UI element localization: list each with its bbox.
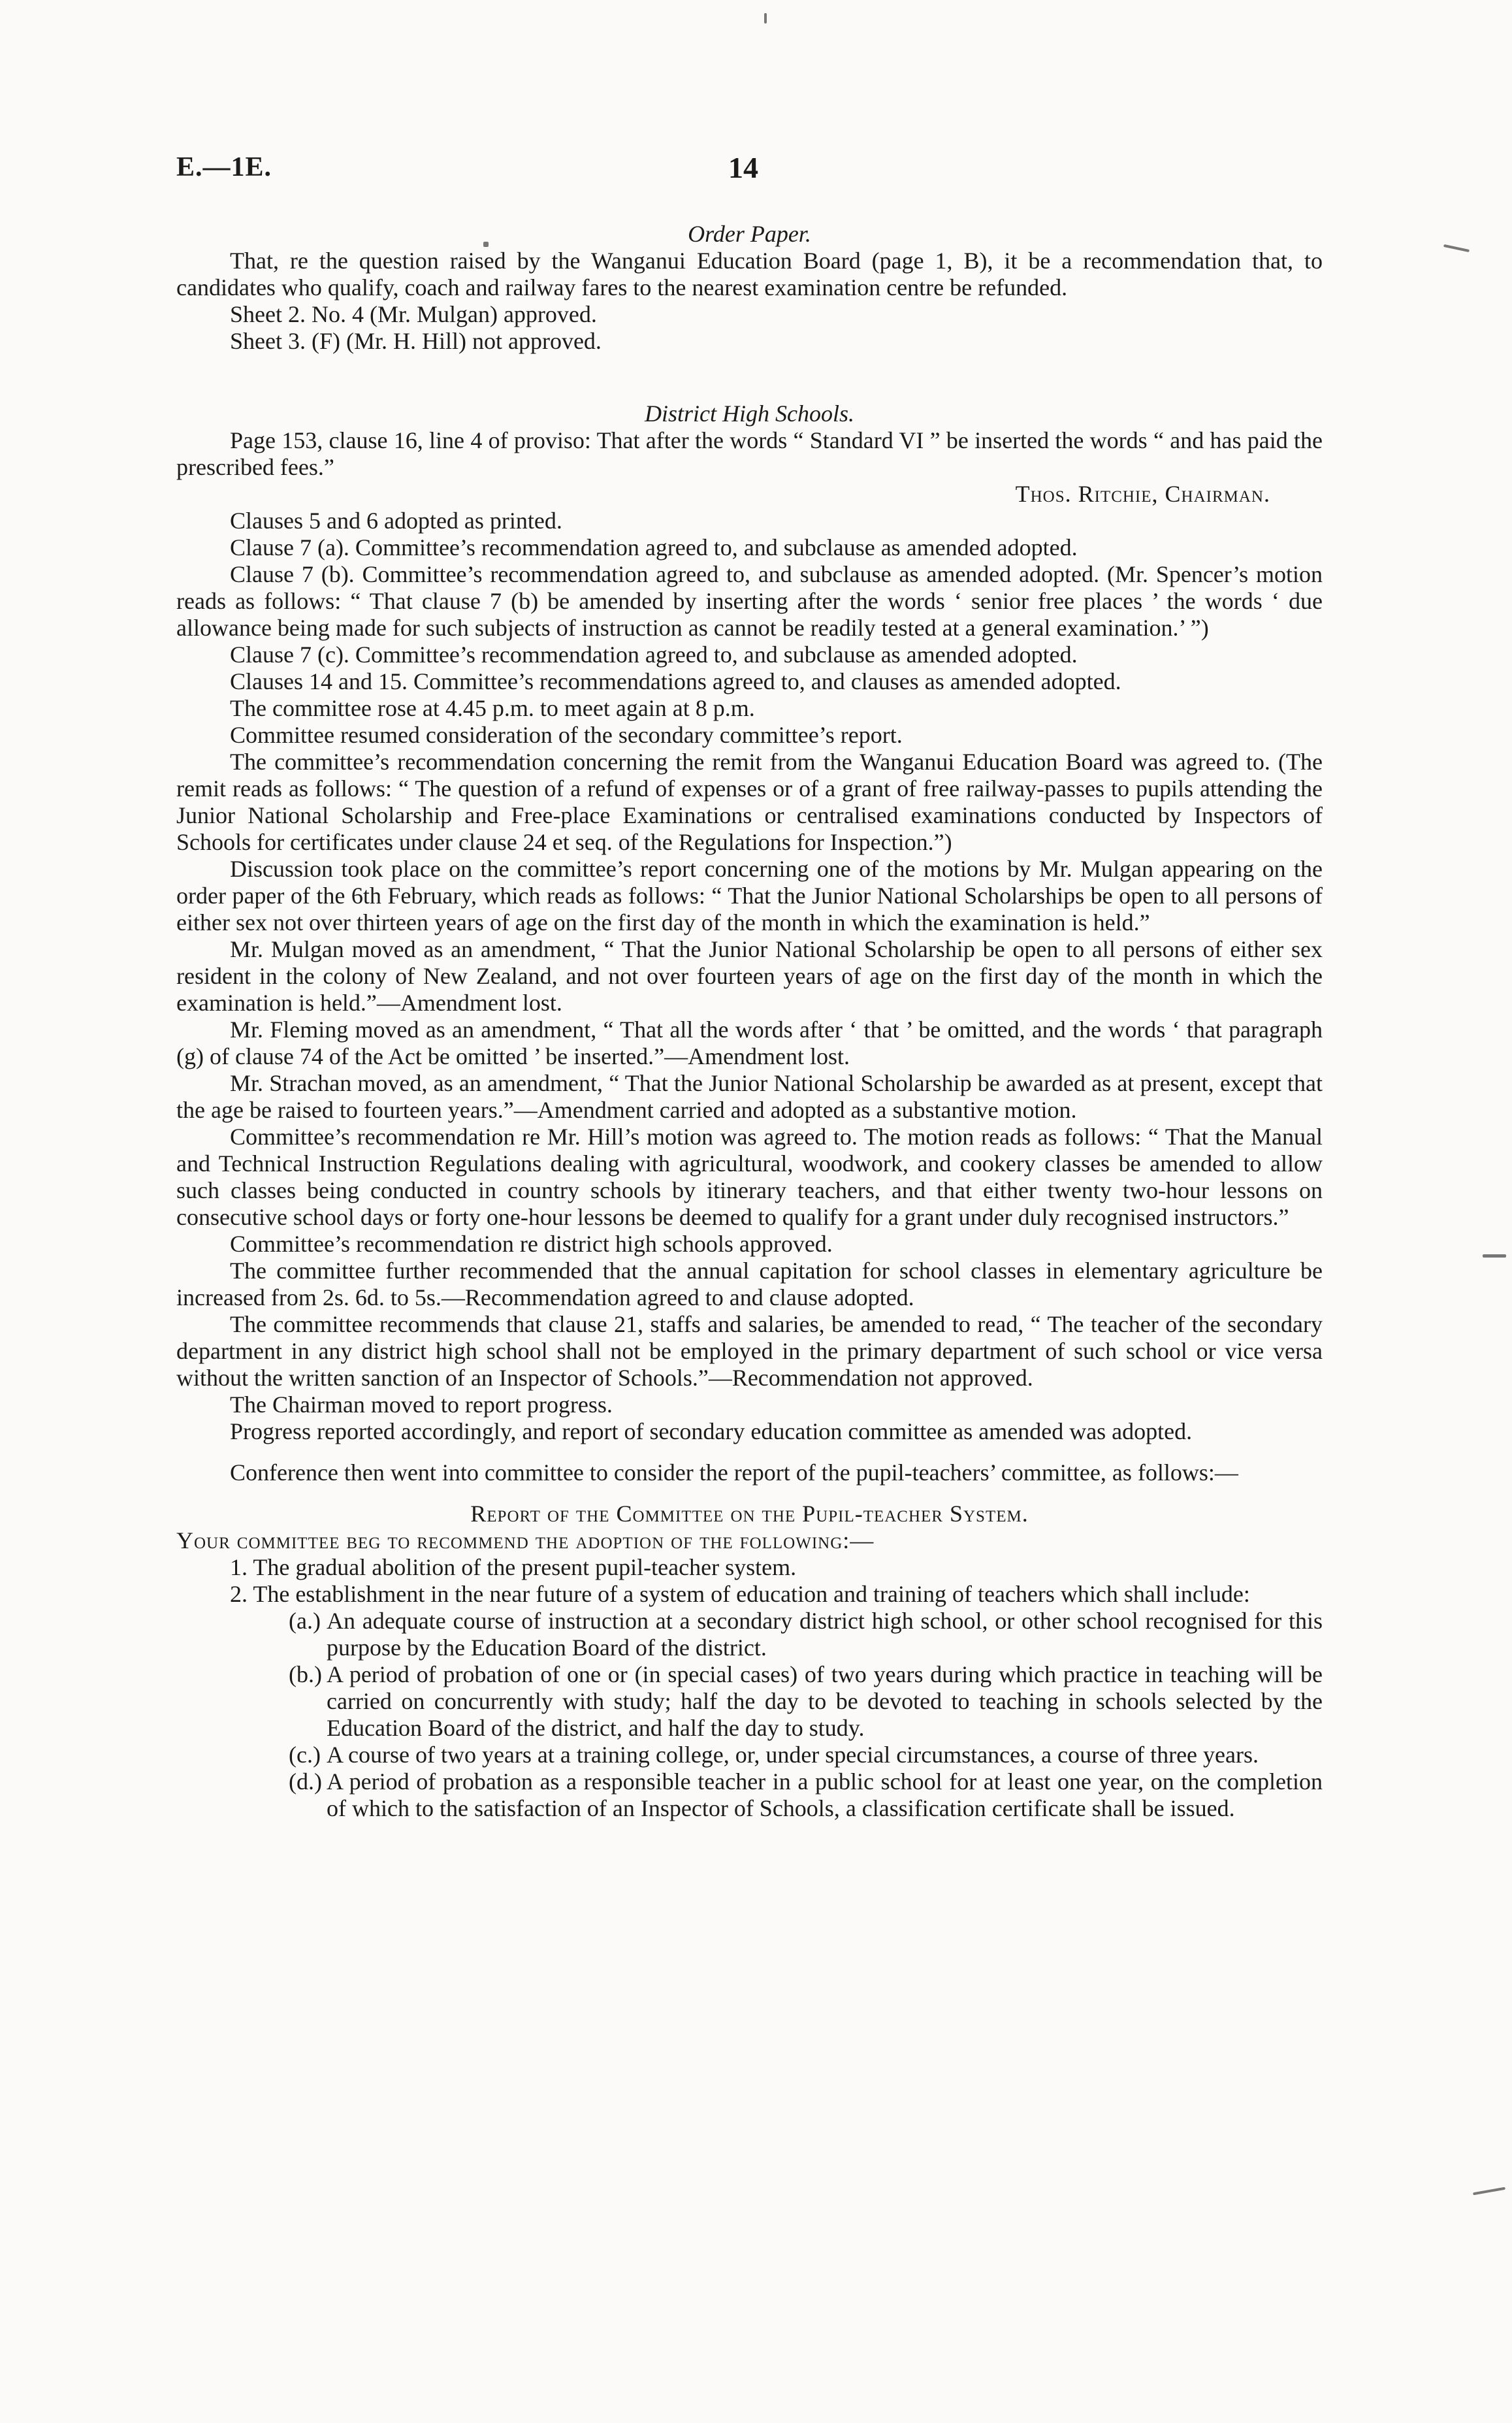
page-number: 14 (728, 151, 758, 184)
subitem-marker: (b.) (289, 1661, 322, 1687)
subitem-marker: (c.) (289, 1742, 321, 1768)
subitem-marker: (a.) (289, 1608, 321, 1634)
order-paper-paragraph: That, re the question raised by the Wanganui Education Board (page 1, B), it be a recommendation that, to candidates who qualify, coach and railway fares to the nearest examination centre be refunded. (176, 248, 1323, 301)
report-intro (176, 1527, 1323, 1554)
subitem-text: A period of probation as a responsible teacher in a public school for at least one year, on the completion of which to the satisfaction of an Inspector of Schools, a classification certificate shall be issued. (327, 1768, 1323, 1821)
sheet-2-line: Sheet 2. No. 4 (Mr. Mulgan) approved. (230, 301, 597, 327)
subitem-marker: (d.) (289, 1768, 322, 1795)
report-intro-text: Your committee beg to recommend the adoption of the following:— (176, 1527, 875, 1553)
conference-paragraph: Conference then went into committee to consider the report of the pupil-teachers’ committee, as follows:— (230, 1459, 1238, 1486)
minute-paragraph: Clause 7 (b). Committee’s recommendation agreed to, and subclause as amended adopted. (Mr. Spencer’s motion reads as follows: “ That clause 7 (b) be amended by inserting after the words ‘ senior free places ’ the words ‘ due allowance being made for such subjects of instruction as cannot be readily tested at a general examination.’ ”) (176, 561, 1323, 641)
district-high-schools-paragraph: Page 153, clause 16, line 4 of proviso: That after the words “ Standard VI ” be inserted the words “ and has paid the prescribed fees.” (176, 427, 1323, 480)
minute-paragraph: The committee rose at 4.45 p.m. to meet again at 8 p.m. (230, 695, 755, 721)
minute-paragraph: Clauses 14 and 15. Committee’s recommendations agreed to, and clauses as amended adopted. (230, 668, 1121, 694)
sheet-3-line: Sheet 3. (F) (Mr. H. Hill) not approved. (230, 328, 602, 354)
document-code: E.—1E. (176, 152, 272, 182)
minute-paragraph: Mr. Mulgan moved as an amendment, “ That the Junior National Scholarship be open to all persons of either sex resident in the colony of New Zealand, and not over fourteen years of age on the first day of the month in which the examination is held.”—Amendment lost. (176, 936, 1323, 1016)
report-subitem (176, 1768, 1323, 1822)
minute-paragraph: Mr. Strachan moved, as an amendment, “ That the Junior National Scholarship be awarded as at present, except that the age be raised to fourteen years.”—Amendment carried and adopted as a substantive motion. (176, 1070, 1323, 1123)
report-subitem (176, 1661, 1323, 1742)
scan-speck (483, 242, 489, 247)
subitem-text: A course of two years at a training college, or, under special circumstances, a course of three years. (327, 1742, 1259, 1768)
scan-speck (764, 13, 767, 24)
minute-paragraph: The committee’s recommendation concerning the remit from the Wanganui Education Board was agreed to. (The remit reads as follows: “ The question of a refund of expenses or of a grant of free railway-passes to pupils attending the Junior National Scholarship and Free-place Examinations or centralised examinations conducted by Inspectors of Schools for certificates under clause 24 et seq. of the Regulations for Inspection.”) (176, 749, 1323, 855)
chairman-signature: Thos. Ritchie, Chairman. (1015, 481, 1270, 507)
scan-speck (1443, 244, 1470, 252)
page-header (0, 151, 1512, 193)
scan-speck (1473, 2187, 1505, 2196)
minute-paragraph: Clause 7 (a). Committee’s recommendation agreed to, and subclause as amended adopted. (230, 534, 1078, 561)
minute-paragraph: The committee recommends that clause 21, staffs and salaries, be amended to read, “ The teacher of the secondary department in any district high school shall not be employed in the primary department of such school or vice versa without the written sanction of an Inspector of Schools.”—Recommendation not approved. (176, 1311, 1323, 1391)
report-item-1: 1. The gradual abolition of the present pupil-teacher system. (230, 1554, 797, 1580)
district-high-schools-heading: District High Schools. (645, 400, 854, 427)
report-item-2: 2. The establishment in the near future of a system of education and training of teachers which shall include: (230, 1581, 1250, 1607)
minute-paragraph: Progress reported accordingly, and report of secondary education committee as amended was adopted. (230, 1418, 1193, 1444)
minute-paragraph: Committee resumed consideration of the secondary committee’s report. (230, 722, 903, 748)
report-subitem (176, 1608, 1323, 1661)
report-heading: Report of the Committee on the Pupil-teacher System. (470, 1501, 1029, 1527)
minute-paragraph: Mr. Fleming moved as an amendment, “ That all the words after ‘ that ’ be omitted, and the words ‘ that paragraph (g) of clause 74 of the Act be omitted ’ be inserted.”—Amendment lost. (176, 1016, 1323, 1069)
order-paper-heading: Order Paper. (688, 221, 811, 247)
minute-paragraph: Committee’s recommendation re district high schools approved. (230, 1231, 833, 1257)
minute-paragraph: Committee’s recommendation re Mr. Hill’s motion was agreed to. The motion reads as follows: “ That the Manual and Technical Instruction Regulations dealing with agricultural, woodwork, and cookery classes be amended to allow such classes being conducted in country schools by itinerary teachers, and that either twenty two-hour lessons on consecutive school days or forty one-hour lessons be deemed to qualify for a grant under duly recognised instructors.” (176, 1124, 1323, 1230)
scan-speck (1483, 1254, 1506, 1258)
subitem-text: A period of probation of one or (in special cases) of two years during which practice in teaching will be carried on concurrently with study; half the day to be devoted to teaching in schools selected by the Education Board of the district, and half the day to study. (327, 1661, 1323, 1741)
minute-paragraph: The Chairman moved to report progress. (230, 1391, 613, 1418)
subitem-text: An adequate course of instruction at a secondary district high school, or other school recognised for this purpose by the Education Board of the district. (327, 1608, 1323, 1661)
minute-paragraph: Discussion took place on the committee’s report concerning one of the motions by Mr. Mulgan appearing on the order paper of the 6th February, which reads as follows: “ That the Junior National Scholarships be open to all persons of either sex not over thirteen years of age on the first day of the month in which the examination is held.” (176, 856, 1323, 935)
minute-paragraph: Clauses 5 and 6 adopted as printed. (230, 508, 562, 534)
minute-paragraph: The committee further recommended that the annual capitation for school classes in elementary agriculture be increased from 2s. 6d. to 5s.—Recommendation agreed to and clause adopted. (176, 1258, 1323, 1310)
page-body (176, 221, 1323, 1822)
minute-paragraph: Clause 7 (c). Committee’s recommendation agreed to, and subclause as amended adopted. (230, 642, 1078, 668)
report-subitem (176, 1742, 1323, 1768)
